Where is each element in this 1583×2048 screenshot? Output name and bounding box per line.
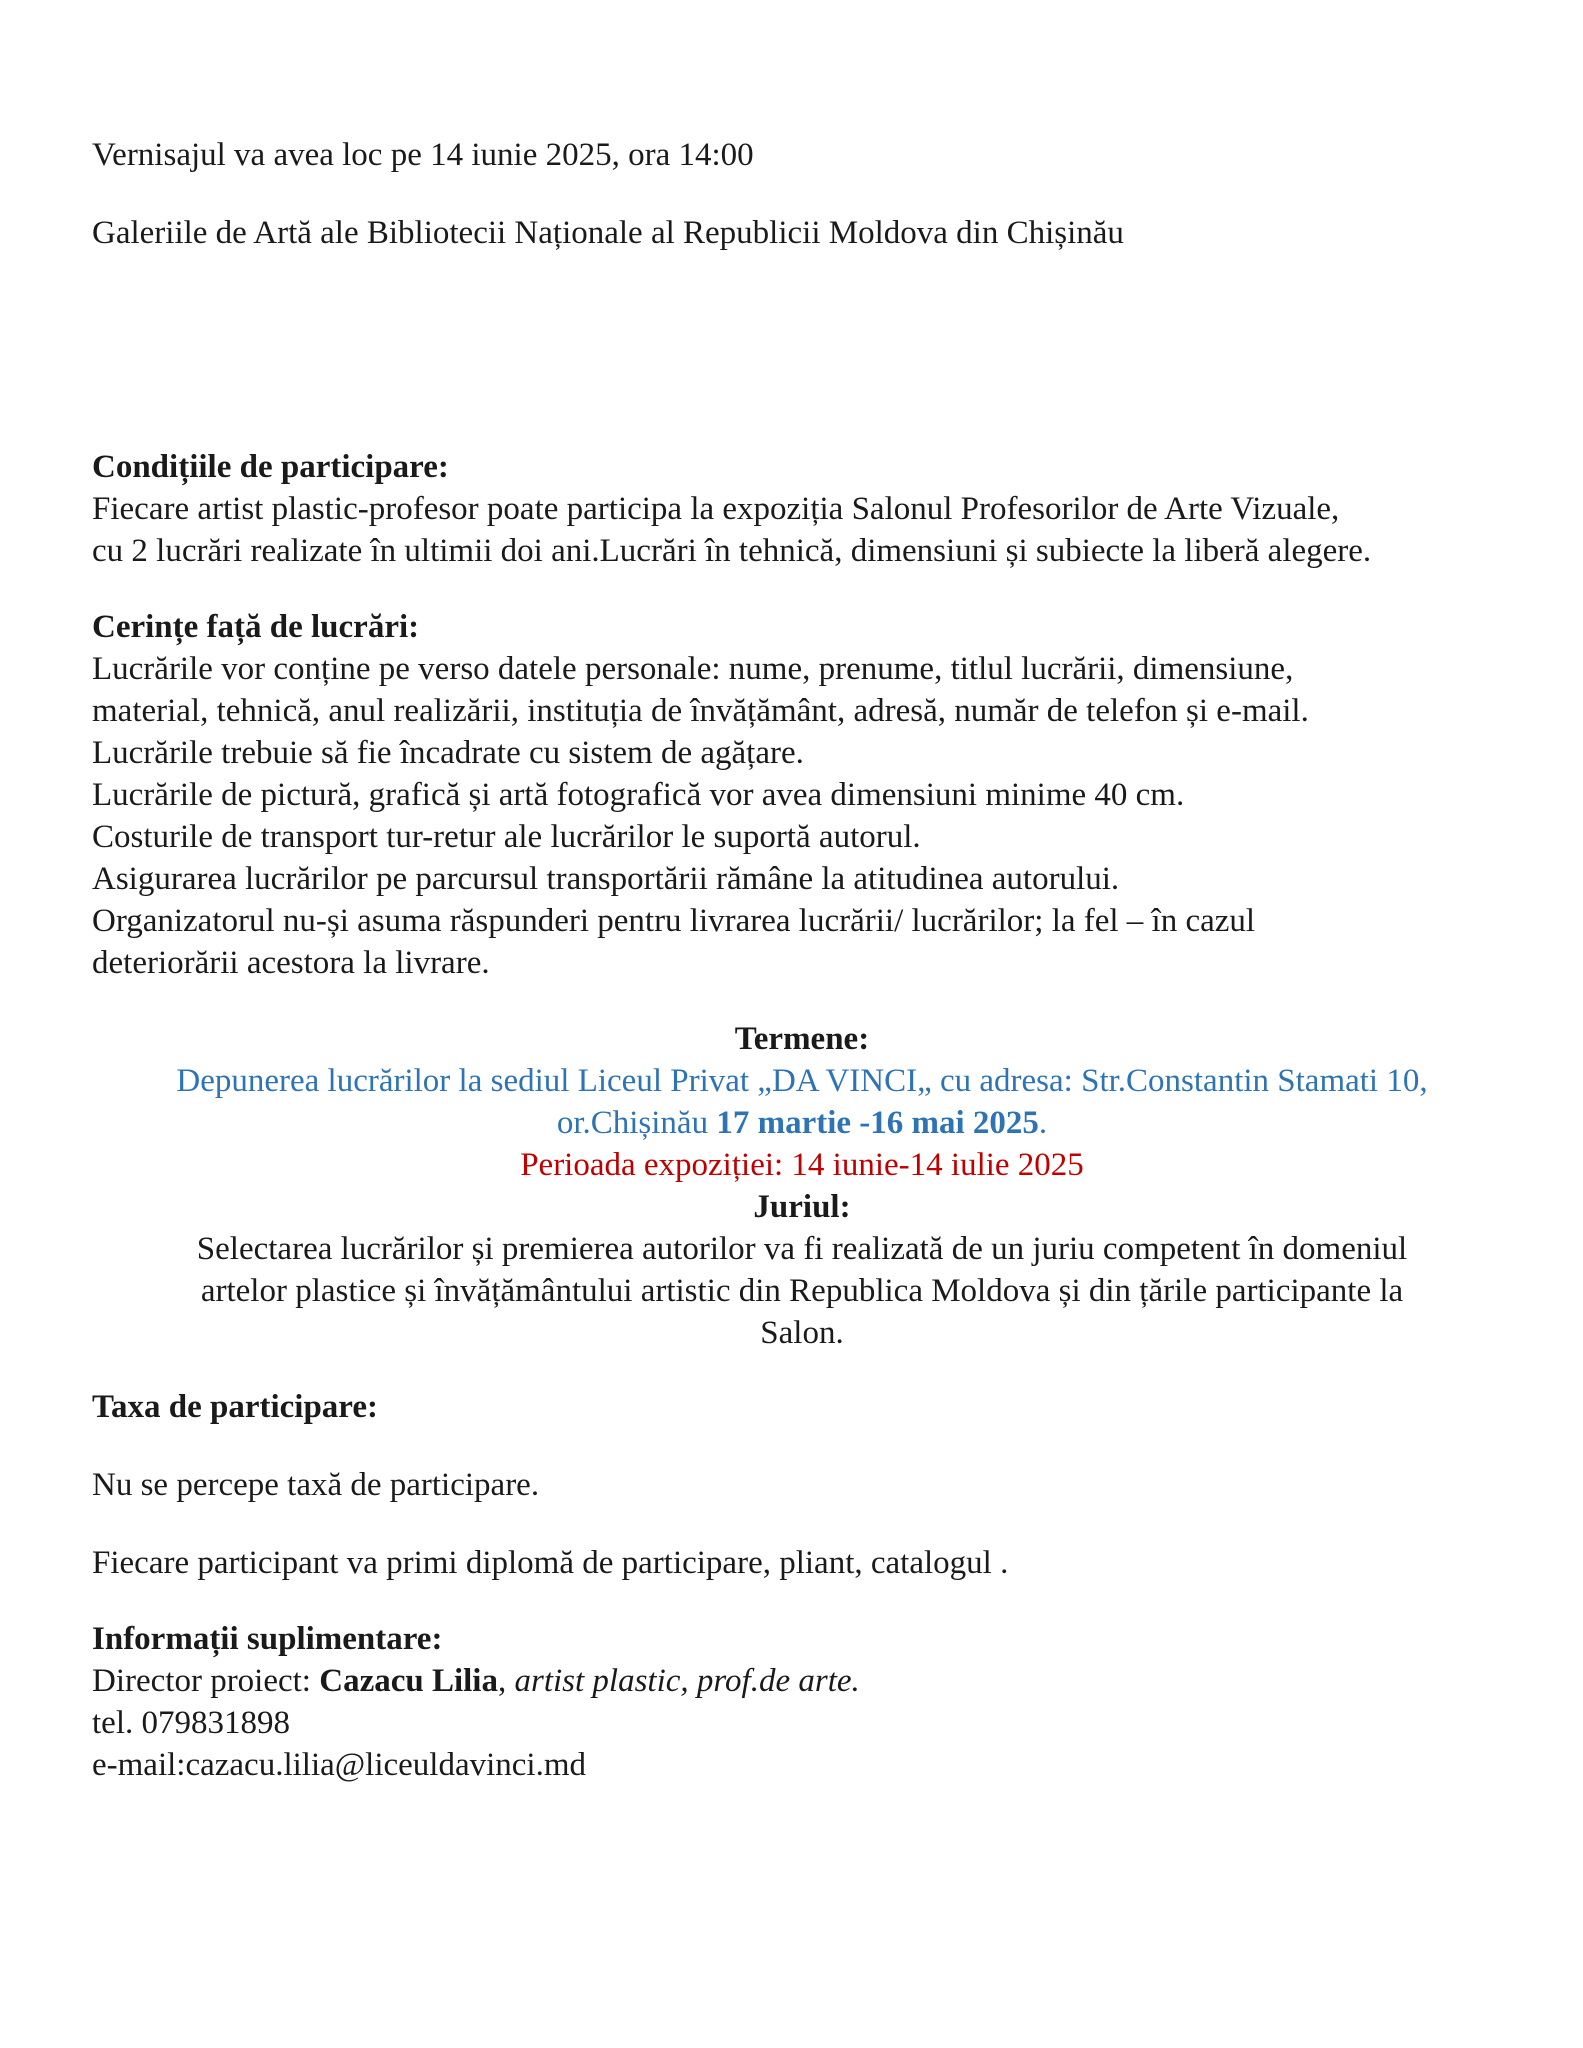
fee-text: Nu se percepe taxă de participare. [92, 1467, 540, 1503]
director-role: artist plastic, prof.de arte. [514, 1663, 860, 1699]
vernisaj-date [92, 134, 1512, 176]
fee-heading: Taxa de participare: [92, 1389, 378, 1425]
conditions-line-2: cu 2 lucrări realizate în ultimii doi ani.Lucrări în tehnică, dimensiuni și subiecte la liberă alegere. [92, 533, 1372, 569]
requirements-line: deteriorării acestora la livrare. [92, 945, 490, 981]
conditions-line-1: Fiecare artist plastic-profesor poate participa la expoziția Salonul Profesorilor de Arte Vizuale, [92, 491, 1340, 527]
exhibition-period: Perioada expoziției: 14 iunie-14 iulie 2025 [520, 1147, 1084, 1183]
vernisaj-venue [92, 212, 1512, 254]
jury-heading: Juriul: [753, 1189, 851, 1225]
benefits-block [92, 1542, 1512, 1584]
email-line: e-mail:cazacu.lilia@liceuldavinci.md [92, 1747, 587, 1783]
requirements-line: Lucrările trebuie să fie încadrate cu sistem de agățare. [92, 735, 804, 771]
requirements-line: Lucrările vor conține pe verso datele personale: nume, prenume, titlul lucrării, dimensiune, [92, 651, 1294, 687]
conditions-heading: Condițiile de participare: [92, 449, 449, 485]
submission-city: or.Chișinău [556, 1105, 717, 1141]
director-label: Director proiect: [92, 1663, 320, 1699]
benefits-text: Fiecare participant va primi diplomă de participare, pliant, catalogul . [92, 1545, 1009, 1581]
requirements-heading: Cerințe față de lucrări: [92, 609, 420, 645]
requirements-line: Organizatorul nu-și asuma răspunderi pentru livrarea lucrării/ lucrărilor; la fel – în cazul [92, 903, 1256, 939]
requirements-line: Costurile de transport tur-retur ale lucrărilor le suportă autorul. [92, 819, 921, 855]
vernisaj-venue-text: Galeriile de Artă ale Bibliotecii Naționale al Republicii Moldova din Chișinău [92, 215, 1124, 251]
requirements-line: Lucrările de pictură, grafică și artă fotografică vor avea dimensiuni minime 40 cm. [92, 777, 1185, 813]
conditions-section [92, 446, 1512, 572]
jury-line-1: Selectarea lucrărilor și premierea autorilor va fi realizată de un juriu competent în domeniul [196, 1231, 1408, 1267]
requirements-line: Asigurarea lucrărilor pe parcursul transportării rămâne la atitudinea autorului. [92, 861, 1120, 897]
director-name: Cazacu Lilia [319, 1663, 498, 1699]
submission-line-2 [92, 1102, 1512, 1144]
director-line [92, 1660, 1512, 1702]
submission-dates: 17 martie -16 mai 2025 [716, 1105, 1039, 1141]
fee-text-block [92, 1464, 1512, 1506]
info-heading: Informații suplimentare: [92, 1621, 443, 1657]
requirements-section [92, 606, 1512, 984]
jury-line-2: artelor plastice și învățământului artistic din Republica Moldova și din țările participante la [200, 1273, 1404, 1309]
director-separator: , [497, 1663, 515, 1699]
submission-line-1: Depunerea lucrărilor la sediul Liceul Privat „DA VINCI„ cu adresa: Str.Constantin Stamati 10, [176, 1063, 1428, 1099]
vernisaj-date-text: Vernisajul va avea loc pe 14 iunie 2025, ora 14:00 [92, 137, 754, 173]
fee-heading-block [92, 1386, 1512, 1428]
info-section [92, 1618, 1512, 1786]
deadlines-heading: Termene: [734, 1021, 870, 1057]
phone-line: tel. 079831898 [92, 1705, 290, 1741]
submission-period-end: . [1038, 1105, 1048, 1141]
requirements-line: material, tehnică, anul realizării, instituția de învățământ, adresă, număr de telefon și e-mail. [92, 693, 1309, 729]
deadlines-section [92, 1018, 1512, 1354]
jury-line-3: Salon. [760, 1315, 844, 1351]
